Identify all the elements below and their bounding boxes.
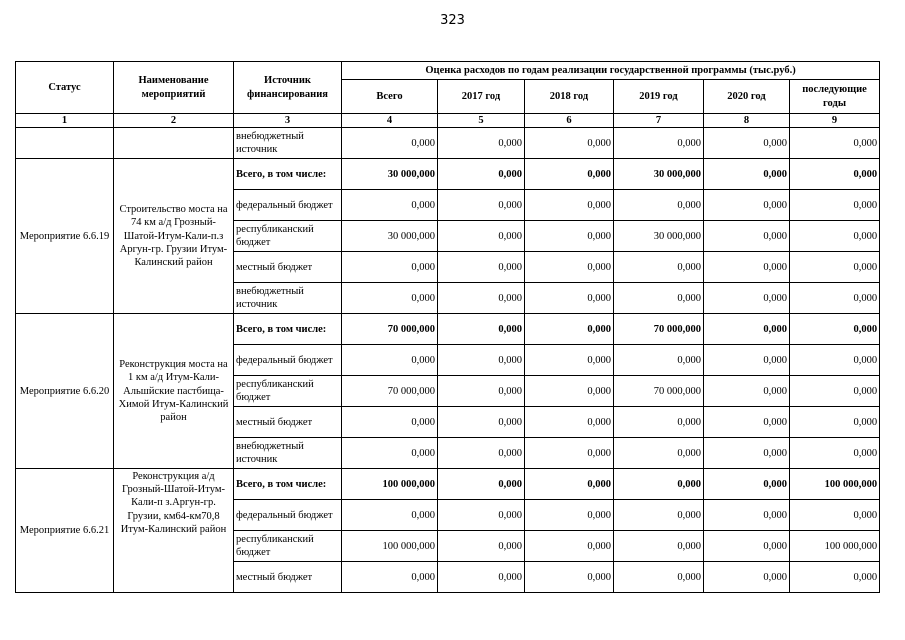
value-2017: 0,000 <box>438 345 525 376</box>
header-2018: 2018 год <box>525 80 614 114</box>
value-2017: 0,000 <box>438 469 525 500</box>
table-row <box>16 159 880 190</box>
source-cell: федеральный бюджет <box>234 345 342 376</box>
value-total: 0,000 <box>342 283 438 314</box>
value-2020: 0,000 <box>704 438 790 469</box>
value-2017: 0,000 <box>438 221 525 252</box>
value-total: 0,000 <box>342 128 438 159</box>
value-2017: 0,000 <box>438 407 525 438</box>
value-2017: 0,000 <box>438 314 525 345</box>
value-2017: 0,000 <box>438 500 525 531</box>
value-total: 100 000,000 <box>342 531 438 562</box>
value-2020: 0,000 <box>704 469 790 500</box>
value-2017: 0,000 <box>438 190 525 221</box>
value-2018: 0,000 <box>525 190 614 221</box>
source-cell: местный бюджет <box>234 562 342 593</box>
header-later: последующие годы <box>790 80 880 114</box>
value-later: 0,000 <box>790 500 880 531</box>
header-estimate: Оценка расходов по годам реализации государственной программы (тыс.руб.) <box>342 62 880 80</box>
value-2019: 0,000 <box>614 438 704 469</box>
value-total: 70 000,000 <box>342 376 438 407</box>
value-later: 0,000 <box>790 221 880 252</box>
value-2018: 0,000 <box>525 376 614 407</box>
value-2017: 0,000 <box>438 252 525 283</box>
value-later: 0,000 <box>790 159 880 190</box>
page-number: 323 <box>440 13 465 28</box>
value-2019: 0,000 <box>614 345 704 376</box>
value-total: 100 000,000 <box>342 469 438 500</box>
header-name: Наименование мероприятий <box>114 62 234 114</box>
value-total: 0,000 <box>342 345 438 376</box>
source-cell: Всего, в том числе: <box>234 314 342 345</box>
value-2019: 70 000,000 <box>614 376 704 407</box>
value-2020: 0,000 <box>704 376 790 407</box>
header-2020: 2020 год <box>704 80 790 114</box>
value-2020: 0,000 <box>704 128 790 159</box>
value-2018: 0,000 <box>525 128 614 159</box>
source-cell: внебюджетный источник <box>234 283 342 314</box>
value-2020: 0,000 <box>704 562 790 593</box>
value-total: 30 000,000 <box>342 159 438 190</box>
source-cell: федеральный бюджет <box>234 500 342 531</box>
value-later: 0,000 <box>790 376 880 407</box>
value-total: 0,000 <box>342 500 438 531</box>
column-number: 4 <box>342 114 438 128</box>
source-cell: внебюджетный источник <box>234 438 342 469</box>
source-cell: внебюджетный источник <box>234 128 342 159</box>
value-2020: 0,000 <box>704 190 790 221</box>
value-2019: 0,000 <box>614 562 704 593</box>
value-total: 0,000 <box>342 190 438 221</box>
value-2019: 0,000 <box>614 283 704 314</box>
header-total: Всего <box>342 80 438 114</box>
header-source: Источник финансирования <box>234 62 342 114</box>
value-2018: 0,000 <box>525 469 614 500</box>
column-number: 3 <box>234 114 342 128</box>
value-total: 0,000 <box>342 252 438 283</box>
status-cell: Мероприятие 6.6.20 <box>16 314 114 469</box>
value-later: 0,000 <box>790 314 880 345</box>
value-2017: 0,000 <box>438 159 525 190</box>
value-later: 0,000 <box>790 128 880 159</box>
source-cell: республиканский бюджет <box>234 221 342 252</box>
value-2018: 0,000 <box>525 562 614 593</box>
value-total: 70 000,000 <box>342 314 438 345</box>
value-2019: 0,000 <box>614 128 704 159</box>
value-2020: 0,000 <box>704 500 790 531</box>
name-cell: Реконструкция моста на 1 км а/д Итум-Кали-Альшйские пастбища-Химой Итум-Калинский район <box>114 314 234 469</box>
value-later: 0,000 <box>790 345 880 376</box>
value-2019: 30 000,000 <box>614 221 704 252</box>
source-cell: местный бюджет <box>234 252 342 283</box>
value-2018: 0,000 <box>525 283 614 314</box>
column-number: 1 <box>16 114 114 128</box>
value-later: 0,000 <box>790 190 880 221</box>
value-2020: 0,000 <box>704 345 790 376</box>
source-cell: республиканский бюджет <box>234 376 342 407</box>
value-total: 30 000,000 <box>342 221 438 252</box>
name-cell: Строительство моста на 74 км а/д Грозный-Шатой-Итум-Кали-п.з Аргун-гр. Грузии Итум-Калинский район <box>114 159 234 314</box>
table-row <box>16 128 880 159</box>
value-2018: 0,000 <box>525 345 614 376</box>
column-number-row <box>16 114 880 128</box>
column-number: 9 <box>790 114 880 128</box>
value-2017: 0,000 <box>438 376 525 407</box>
value-later: 0,000 <box>790 562 880 593</box>
header-2017: 2017 год <box>438 80 525 114</box>
source-cell: Всего, в том числе: <box>234 469 342 500</box>
value-2020: 0,000 <box>704 531 790 562</box>
value-2018: 0,000 <box>525 159 614 190</box>
value-later: 100 000,000 <box>790 469 880 500</box>
header-2019: 2019 год <box>614 80 704 114</box>
value-2017: 0,000 <box>438 531 525 562</box>
value-2018: 0,000 <box>525 531 614 562</box>
value-2020: 0,000 <box>704 283 790 314</box>
value-2018: 0,000 <box>525 252 614 283</box>
value-2020: 0,000 <box>704 314 790 345</box>
value-2019: 0,000 <box>614 190 704 221</box>
column-number: 8 <box>704 114 790 128</box>
value-total: 0,000 <box>342 407 438 438</box>
value-2019: 0,000 <box>614 500 704 531</box>
value-2020: 0,000 <box>704 221 790 252</box>
value-2017: 0,000 <box>438 283 525 314</box>
value-2020: 0,000 <box>704 159 790 190</box>
value-2020: 0,000 <box>704 252 790 283</box>
value-2017: 0,000 <box>438 438 525 469</box>
value-2018: 0,000 <box>525 438 614 469</box>
column-number: 7 <box>614 114 704 128</box>
value-later: 0,000 <box>790 283 880 314</box>
value-2018: 0,000 <box>525 221 614 252</box>
source-cell: федеральный бюджет <box>234 190 342 221</box>
value-2019: 0,000 <box>614 407 704 438</box>
name-cell <box>114 128 234 159</box>
column-number: 2 <box>114 114 234 128</box>
value-total: 0,000 <box>342 562 438 593</box>
value-2019: 0,000 <box>614 252 704 283</box>
name-cell: Реконструкция а/д Грозный-Шатой-Итум-Кали-п з.Аргун-гр. Грузии, км64-км70,8 Итум-Калинский район <box>114 469 234 593</box>
value-total: 0,000 <box>342 438 438 469</box>
value-later: 0,000 <box>790 252 880 283</box>
value-2019: 30 000,000 <box>614 159 704 190</box>
header-status: Статус <box>16 62 114 114</box>
value-2019: 70 000,000 <box>614 314 704 345</box>
value-2017: 0,000 <box>438 128 525 159</box>
table-row <box>16 469 880 500</box>
value-2018: 0,000 <box>525 314 614 345</box>
budget-table <box>15 61 880 593</box>
value-later: 100 000,000 <box>790 531 880 562</box>
value-2019: 0,000 <box>614 469 704 500</box>
status-cell: Мероприятие 6.6.21 <box>16 469 114 593</box>
value-2020: 0,000 <box>704 407 790 438</box>
source-cell: местный бюджет <box>234 407 342 438</box>
value-2018: 0,000 <box>525 500 614 531</box>
status-cell <box>16 128 114 159</box>
value-2017: 0,000 <box>438 562 525 593</box>
value-later: 0,000 <box>790 407 880 438</box>
value-2018: 0,000 <box>525 407 614 438</box>
column-number: 5 <box>438 114 525 128</box>
column-number: 6 <box>525 114 614 128</box>
value-later: 0,000 <box>790 438 880 469</box>
source-cell: республиканский бюджет <box>234 531 342 562</box>
status-cell: Мероприятие 6.6.19 <box>16 159 114 314</box>
source-cell: Всего, в том числе: <box>234 159 342 190</box>
table-row <box>16 314 880 345</box>
value-2019: 0,000 <box>614 531 704 562</box>
